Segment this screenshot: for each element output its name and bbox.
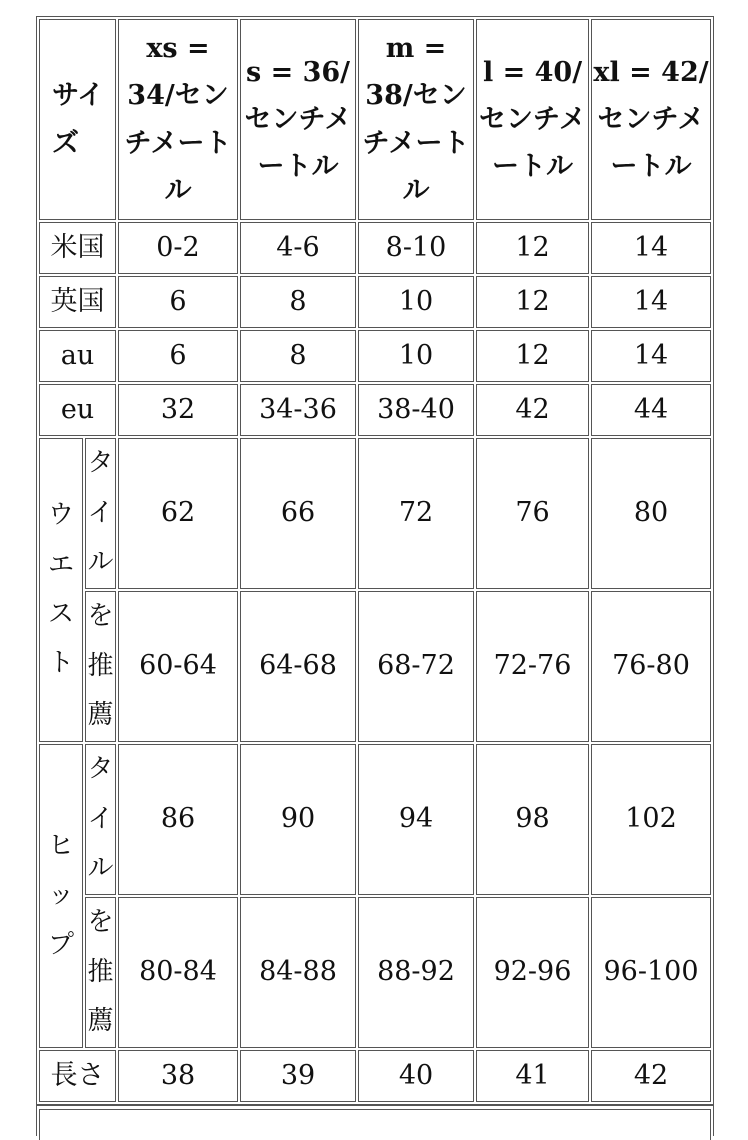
row-label-length: 長さ bbox=[39, 1050, 116, 1102]
row-label-uk: 英国 bbox=[39, 276, 116, 328]
table-cell: 39 bbox=[240, 1050, 356, 1102]
sublabel-hip-recommend bbox=[85, 897, 116, 1048]
table-row-waist-recommend bbox=[39, 591, 711, 742]
table-cell: 34-36 bbox=[240, 384, 356, 436]
table-row-au bbox=[39, 330, 711, 382]
table-row-hip-tile bbox=[39, 744, 711, 895]
table-cell: 92-96 bbox=[476, 897, 589, 1048]
header-size-label: サイズ bbox=[39, 19, 116, 220]
header-col-xs: xs = 34/センチメートル bbox=[118, 19, 238, 220]
table-cell: 60-64 bbox=[118, 591, 238, 742]
table-cell: 68-72 bbox=[358, 591, 474, 742]
table-cell: 62 bbox=[118, 438, 238, 589]
group-label-waist bbox=[39, 438, 83, 742]
table-row-length bbox=[39, 1050, 711, 1102]
sublabel-hip-tile-text: タイル bbox=[87, 754, 114, 884]
table-cell: 40 bbox=[358, 1050, 474, 1102]
table-cell: 10 bbox=[358, 276, 474, 328]
sublabel-hip-recommend-text: を推薦 bbox=[87, 907, 114, 1037]
table-cell: 32 bbox=[118, 384, 238, 436]
table-cell: 72-76 bbox=[476, 591, 589, 742]
table-cell: 80-84 bbox=[118, 897, 238, 1048]
table-cell: 90 bbox=[240, 744, 356, 895]
row-label-us: 米国 bbox=[39, 222, 116, 274]
table-cell: 6 bbox=[118, 276, 238, 328]
table-cell: 4-6 bbox=[240, 222, 356, 274]
table-cell: 41 bbox=[476, 1050, 589, 1102]
table-cell: 6 bbox=[118, 330, 238, 382]
header-col-m: m = 38/センチメートル bbox=[358, 19, 474, 220]
table-cell: 10 bbox=[358, 330, 474, 382]
table-row-eu bbox=[39, 384, 711, 436]
table-cell: 72 bbox=[358, 438, 474, 589]
table-cell: 0-2 bbox=[118, 222, 238, 274]
sublabel-waist-tile-text: タイル bbox=[87, 448, 114, 578]
table-cell: 14 bbox=[591, 276, 711, 328]
table-cell: 8 bbox=[240, 276, 356, 328]
header-col-xl: xl = 42/センチメートル bbox=[591, 19, 711, 220]
sublabel-waist-recommend-text: を推薦 bbox=[87, 601, 114, 731]
group-label-hip-text: ヒップ bbox=[48, 830, 75, 960]
header-row bbox=[39, 19, 711, 220]
table-cell: 76 bbox=[476, 438, 589, 589]
next-table-cell-edge bbox=[39, 1109, 711, 1140]
table-cell: 98 bbox=[476, 744, 589, 895]
table-cell: 42 bbox=[476, 384, 589, 436]
table-row-waist-tile bbox=[39, 438, 711, 589]
table-cell: 84-88 bbox=[240, 897, 356, 1048]
table-row-hip-recommend bbox=[39, 897, 711, 1048]
table-cell: 76-80 bbox=[591, 591, 711, 742]
table-cell: 94 bbox=[358, 744, 474, 895]
table-cell: 38 bbox=[118, 1050, 238, 1102]
table-cell: 8-10 bbox=[358, 222, 474, 274]
group-label-hip bbox=[39, 744, 83, 1048]
sublabel-waist-recommend bbox=[85, 591, 116, 742]
table-cell: 12 bbox=[476, 222, 589, 274]
table-cell: 38-40 bbox=[358, 384, 474, 436]
table-cell: 86 bbox=[118, 744, 238, 895]
size-chart-table bbox=[36, 16, 714, 1105]
table-cell: 102 bbox=[591, 744, 711, 895]
table-cell: 14 bbox=[591, 222, 711, 274]
table-cell: 12 bbox=[476, 276, 589, 328]
group-label-waist-text: ウエスト bbox=[48, 500, 75, 679]
table-row-uk bbox=[39, 276, 711, 328]
header-col-s: s = 36/センチメートル bbox=[240, 19, 356, 220]
row-label-eu: eu bbox=[39, 384, 116, 436]
next-table-edge bbox=[36, 1105, 714, 1136]
sublabel-waist-tile bbox=[85, 438, 116, 589]
table-cell: 12 bbox=[476, 330, 589, 382]
row-label-au: au bbox=[39, 330, 116, 382]
table-cell: 14 bbox=[591, 330, 711, 382]
sublabel-hip-tile bbox=[85, 744, 116, 895]
table-cell: 66 bbox=[240, 438, 356, 589]
header-col-l: l = 40/センチメートル bbox=[476, 19, 589, 220]
table-cell: 44 bbox=[591, 384, 711, 436]
table-row-us bbox=[39, 222, 711, 274]
table-cell: 64-68 bbox=[240, 591, 356, 742]
table-cell: 8 bbox=[240, 330, 356, 382]
table-cell: 80 bbox=[591, 438, 711, 589]
table-cell: 42 bbox=[591, 1050, 711, 1102]
table-cell: 96-100 bbox=[591, 897, 711, 1048]
table-cell: 88-92 bbox=[358, 897, 474, 1048]
